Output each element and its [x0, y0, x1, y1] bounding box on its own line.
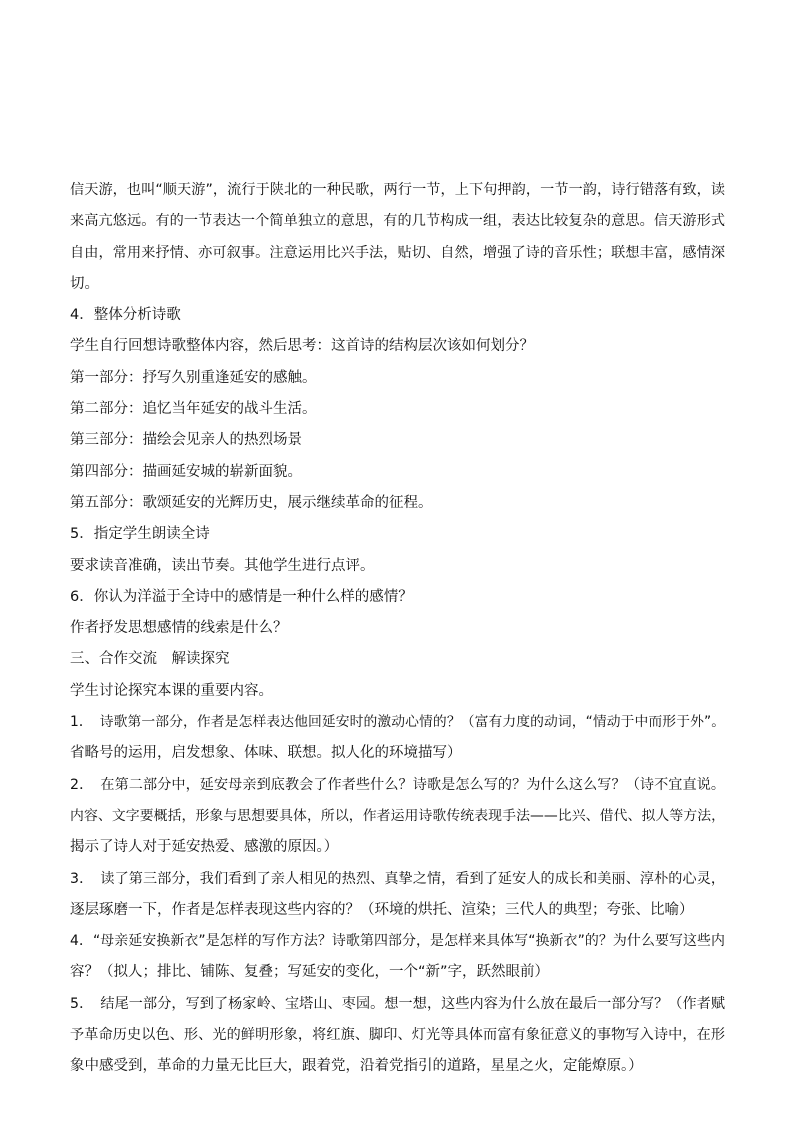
question-line: 1． 诗歌第一部分，作者是怎样表达他回延安时的激动心情的？（富有力度的动词，“情动于中而形于外”。	[70, 714, 725, 731]
question-line: 省略号的运用，启发想象、体味、联想。拟人化的环境描写）	[70, 745, 462, 762]
question-line: 2． 在第二部分中，延安母亲到底教会了作者些什么？诗歌是怎么写的？为什么这么写？（诗不宜直说。	[70, 776, 725, 793]
section-heading: 5．指定学生朗读全诗	[70, 526, 210, 543]
list-item: 第五部分：歌颂延安的光辉历史，展示继续革命的征程。	[70, 494, 433, 511]
question-line: 内容、文字要概括，形象与思想要具体，所以，作者运用诗歌传统表现手法——比兴、借代、拟人等方法，	[70, 807, 725, 824]
paragraph-line: 切。	[70, 275, 99, 292]
list-item: 第二部分：追忆当年延安的战斗生活。	[70, 401, 317, 418]
list-item: 第三部分：描绘会见亲人的热烈场景	[70, 432, 302, 449]
list-item: 第四部分：描画延安城的崭新面貌。	[70, 463, 302, 480]
paragraph-line: 要求读音准确，读出节奏。其他学生进行点评。	[70, 557, 375, 574]
question-line: 4．“母亲延安换新衣”是怎样的写作方法？诗歌第四部分，是怎样来具体写“换新衣”的？为什么要写这些内	[70, 933, 725, 950]
paragraph-line: 学生自行回想诗歌整体内容，然后思考：这首诗的结构层次该如何划分？	[70, 338, 534, 355]
question-line: 予革命历史以色、形、光的鲜明形象，将红旗、脚印、灯光等具体而富有象征意义的事物写入诗中，在形	[70, 1027, 725, 1044]
section-heading: 4．整体分析诗歌	[70, 307, 181, 324]
paragraph-line: 自由，常用来抒情、亦可叙事。注意运用比兴手法，贴切、自然，增强了诗的音乐性；联想丰富，感情深	[70, 244, 725, 261]
paragraph-line: 信天游，也叫“顺天游”，流行于陕北的一种民歌，两行一节，上下句押韵，一节一韵，诗行错落有致，读	[70, 182, 725, 198]
list-item: 第一部分：抒写久别重逢延安的感触。	[70, 369, 317, 386]
question-line: 3． 读了第三部分，我们看到了亲人相见的热烈、真挚之情，看到了延安人的成长和美丽、淳朴的心灵，	[70, 870, 725, 887]
question-line: 逐层琢磨一下，作者是怎样表现这些内容的？（环境的烘托、渲染；三代人的典型；夸张、比喻）	[70, 901, 694, 918]
paragraph-line: 作者抒发思想感情的线索是什么？	[70, 620, 288, 637]
section-heading: 6．你认为洋溢于全诗中的感情是一种什么样的感情？	[70, 588, 413, 605]
question-line: 5． 结尾一部分，写到了杨家岭、宝塔山、枣园。想一想，这些内容为什么放在最后一部分写？（作者赋	[70, 995, 725, 1012]
paragraph-line: 来高亢悠远。有的一节表达一个简单独立的意思，有的几节构成一组，表达比较复杂的意思。信天游形式	[70, 213, 725, 230]
section-heading: 三、合作交流 解读探究	[70, 651, 230, 668]
question-line: 象中感受到，革命的力量无比巨大，跟着党，沿着党指引的道路，星星之火，定能燎原。）	[70, 1058, 643, 1075]
document-body	[70, 175, 725, 1083]
question-line: 揭示了诗人对于延安热爱、感激的原因。）	[70, 839, 339, 856]
paragraph-line: 学生讨论探究本课的重要内容。	[70, 682, 273, 699]
question-line: 容？（拟人；排比、铺陈、复叠；写延安的变化，一个“新”字，跃然眼前）	[70, 964, 550, 981]
